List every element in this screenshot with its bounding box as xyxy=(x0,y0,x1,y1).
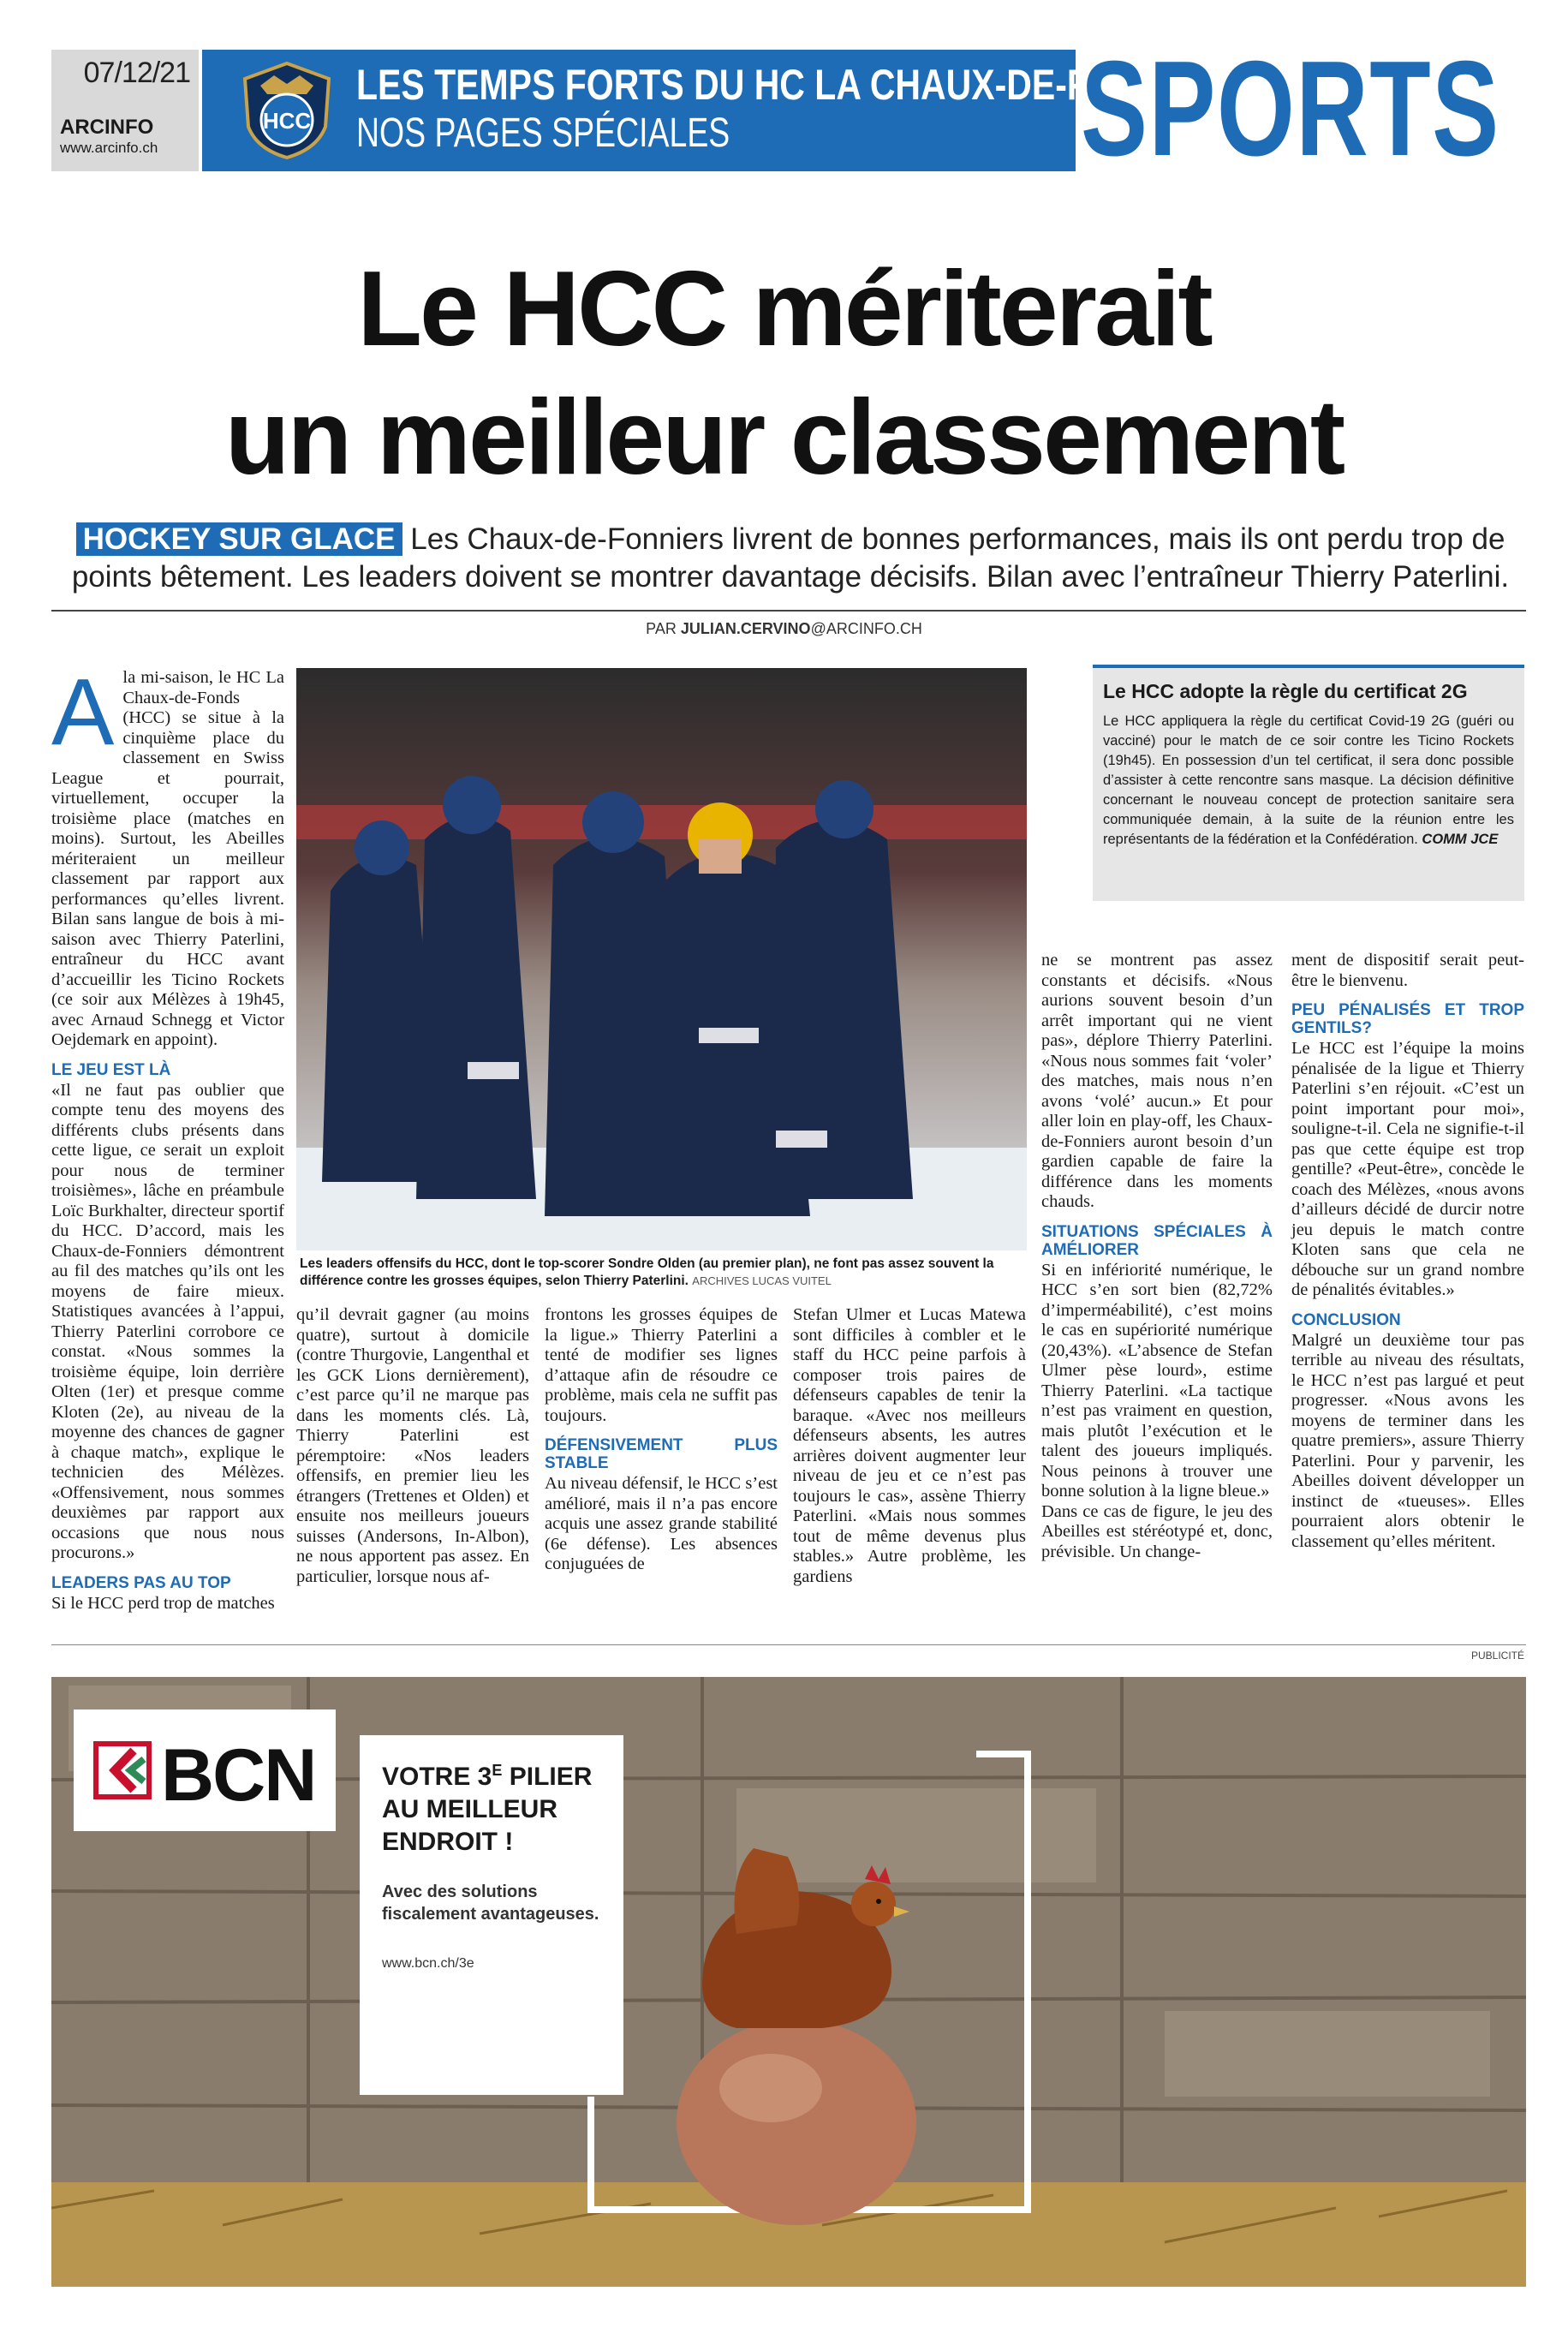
paragraph: Si le HCC perd trop de matches xyxy=(51,1593,275,1613)
section-title: SPORTS xyxy=(1081,33,1500,184)
byline xyxy=(0,620,1568,638)
photo-caption xyxy=(300,1256,1028,1290)
subhead: SITUATIONS SPÉCIALES À AMÉLIORER xyxy=(1041,1222,1273,1259)
column-3 xyxy=(545,1305,778,1575)
byline-domain: @ARCINFO.CH xyxy=(810,620,922,637)
brand-name: ARCINFO xyxy=(60,116,154,139)
paragraph: ne se montrent pas assez constants et décisifs. «Nous aurions souvent besoin d’un arrêt important qui ne vient pas», déplore Thierry Paterlini. «Nous nous sommes fait ‘voler’ des matches, mais nous n’en avons ‘volé’ aucun.» Et pour aller loin en play-off, les Chaux-de-Fonniers auront besoin d’un gardien capable de faire la différence dans les moments chauds. xyxy=(1041,951,1273,1211)
hockey-photo xyxy=(296,668,1027,1250)
column-4 xyxy=(793,1305,1026,1587)
subhead: PEU PÉNALISÉS ET TROP GENTILS? xyxy=(1291,1001,1524,1037)
byline-prefix: PAR xyxy=(646,620,677,637)
paragraph: frontons les grosses équipes de la ligue.» Thierry Paterlini a tenté de modifier ses lignes d’attaque afin de résoudre ce problème, mais cela ne suffit pas toujours. xyxy=(545,1305,778,1425)
ad-label: PUBLICITÉ xyxy=(1470,1650,1524,1662)
banner-subtitle: NOS PAGES SPÉCIALES xyxy=(356,110,730,156)
divider xyxy=(51,1644,1526,1645)
info-box-body xyxy=(1103,712,1514,850)
info-box-title: Le HCC adopte la règle du certificat 2G xyxy=(1103,680,1468,702)
date-block xyxy=(51,50,199,171)
headline-line-1: Le HCC mériterait xyxy=(357,250,1211,368)
paragraph: Le HCC est l’équipe la moins pénalisée de la ligue et Thierry Paterlini s’en réjouit. «C’est un point important pour moi», souligne-t-il. Cela ne signifie-t-il pas que cette équipe est trop gentille? «Peut-être», concède le coach des Mélèzes, «nous avons d’ailleurs décidé de durcir notre jeu depuis le match contre Kloten sans que cela ne débouche sur un grand nombre de pénalités évitables.» xyxy=(1291,1039,1524,1299)
column-5 xyxy=(1041,951,1273,1562)
banner-title: LES TEMPS FORTS DU HC LA CHAUX-DE-FONDS xyxy=(356,61,1190,109)
headline-line-2: un meilleur classement xyxy=(224,379,1344,497)
ad-url[interactable]: www.bcn.ch/3e xyxy=(382,1956,474,1971)
paragraph: ment de dispositif serait peut-être le bienvenu. xyxy=(1291,951,1524,990)
lead-text: Les Chaux-de-Fonniers livrent de bonnes performances, mais ils ont perdu trop de points bêtement. Les leaders doivent se montrer davantage décisifs. Bilan avec l’entraîneur Thierry Paterlini. xyxy=(71,522,1510,594)
ad-text-panel xyxy=(360,1735,623,2095)
intro-paragraph: la mi-saison, le HC La Chaux-de-Fonds (HCC) se situe à la cinquième place du classement en Swiss League et pourrait, virtuellement, occuper la troisième place (matches en moins). Surtout, les Abeilles mériteraient un meilleur classement par rapport aux performances qu’elles livrent. Bilan sans langue de bois à mi-saison avec Thierry Paterlini, entraîneur du HCC avant d’accueillir les Ticino Rockets (ce soir aux Mélèzes à 19h45, avec Arnaud Schnegg et Victor Oejdemark en appoint). xyxy=(51,668,284,1049)
column-1 xyxy=(51,659,284,1614)
ad-subline: Avec des solutions fiscalement avantageuses. xyxy=(382,1882,599,1924)
photo-credit: ARCHIVES LUCAS VUITEL xyxy=(692,1274,832,1287)
column-6 xyxy=(1291,951,1524,1552)
paragraph: Malgré un deuxième tour pas terrible au niveau des résultats, le HCC n’est pas largué et peut progresser. «Nous avons les moyens de terminer dans les quatre premiers», assure Thierry Paterlini. Pour y parvenir, les Abeilles doivent développer un instinct de «tueuses». Elles pourraient alors obtenir le classement qu’elles méritent. xyxy=(1291,1330,1524,1551)
caption-text: Les leaders offensifs du HCC, dont le top-scorer Sondre Olden (au premier plan), ne font pas assez souvent la différence contre les grosses équipes, selon Thierry Paterlini. xyxy=(300,1256,994,1288)
website: www.arcinfo.ch xyxy=(60,140,158,156)
issue-date: 07/12/21 xyxy=(83,57,190,89)
hcc-logo xyxy=(240,60,334,161)
paragraph: Stefan Ulmer et Lucas Matewa sont difficiles à combler et le staff du HCC peine parfois à composer trois paires de défenseurs capables de tenir la baraque. «Avec nos meilleurs défenseurs absents, les autres arrières doivent augmenter leur niveau de jeu et ce n’est pas toujours le cas», assène Thierry Paterlini. «Mais nous sommes tout de même devenus plus stables.» Autre problème, les gardiens xyxy=(793,1305,1026,1586)
byline-author: JULIAN.CERVINO xyxy=(680,620,811,637)
info-box-signature: COMM JCE xyxy=(1422,832,1499,847)
lead-paragraph xyxy=(53,521,1528,596)
subhead: DÉFENSIVEMENT PLUS STABLE xyxy=(545,1436,778,1472)
info-box xyxy=(1093,665,1524,901)
dropcap: A xyxy=(51,659,115,765)
logo-text: HCC xyxy=(262,108,312,134)
subhead: LEADERS PAS AU TOP xyxy=(51,1573,231,1592)
paragraph: «Il ne faut pas oublier que compte tenu des moyens des différents clubs présents dans cette ligue, ce serait un exploit pour nous de terminer troisièmes», lâche en préambule Loïc Burkhalter, directeur sportif du HCC. D’accord, mais les Chaux-de-Fonniers démontrent au fil des matches qu’ils ont les moyens de faire mieux. Statistiques avancées à l’appui, Thierry Paterlini corrobore ce constat. «Nous sommes la troisième équipe, loin derrière Olten (1er) et presque comme Kloten (2e), au niveau de la moyenne des chances de gagner à chaque match», explique le technicien des Mélèzes. «Offensivement, nous sommes deuxièmes par rapport aux occasions que nous nous procurons.» xyxy=(51,1080,284,1562)
ad-headline: VOTRE $3^E$ PILIER AU MEILLEUR ENDROIT ! xyxy=(382,1762,593,1856)
rubric-badge: HOCKEY SUR GLACE xyxy=(76,522,402,556)
subhead: CONCLUSION xyxy=(1291,1310,1401,1329)
info-box-text: Le HCC appliquera la règle du certificat Covid-19 2G (guéri ou vacciné) pour le match de ce soir contre les Ticino Rockets (19h45). En possession d’un tel certificat, il sera donc possible d’assister à cette rencontre sans masque. La décision définitive concernant le nouveau concept de protection sanitaire sera communiquée demain, à la suite de la réunion entre les représentants de la fédération et la Confédération. xyxy=(1103,713,1514,847)
paragraph: Au niveau défensif, le HCC s’est amélioré, mais il n’a pas encore acquis une assez grande stabilité (6e défense). Les absences conjuguées de xyxy=(545,1474,778,1573)
subhead: LE JEU EST LÀ xyxy=(51,1060,171,1079)
paragraph: qu’il devrait gagner (au moins quatre), surtout à domicile (contre Thurgovie, Langenthal et les GCK Lions dernièrement), c’est parce qu’il ne marque pas dans les moments clés. Là, Thierry Paterlini est péremptoire: «Nos leaders offensifs, en premier lieu les étrangers (Trettenes et Olden) et ensuite nos meilleurs joueurs suisses (Andersons, In-Albon), ne nous apportent pas assez. En particulier, lorsque nous af- xyxy=(296,1305,529,1586)
column-2 xyxy=(296,1305,529,1587)
bcn-brand-text: BCN xyxy=(161,1734,316,1817)
paragraph: Dans ce cas de figure, le jeu des Abeilles est stéréotypé et, donc, prévisible. Un change- xyxy=(1041,1501,1273,1561)
paragraph: Si en infériorité numérique, le HCC s’en sort bien (82,72% d’imperméabilité), c’est moins le cas en supériorité numérique (20,43%). «L’absence de Stefan Ulmer pèse lourd», estime Thierry Paterlini. «La tactique n’est pas vraiment en question, mais plutôt l’exécution et le talent des joueurs impliqués. Nous peinons à trouver une bonne solution à la ligne bleue.» xyxy=(1041,1260,1273,1501)
divider xyxy=(51,610,1526,612)
